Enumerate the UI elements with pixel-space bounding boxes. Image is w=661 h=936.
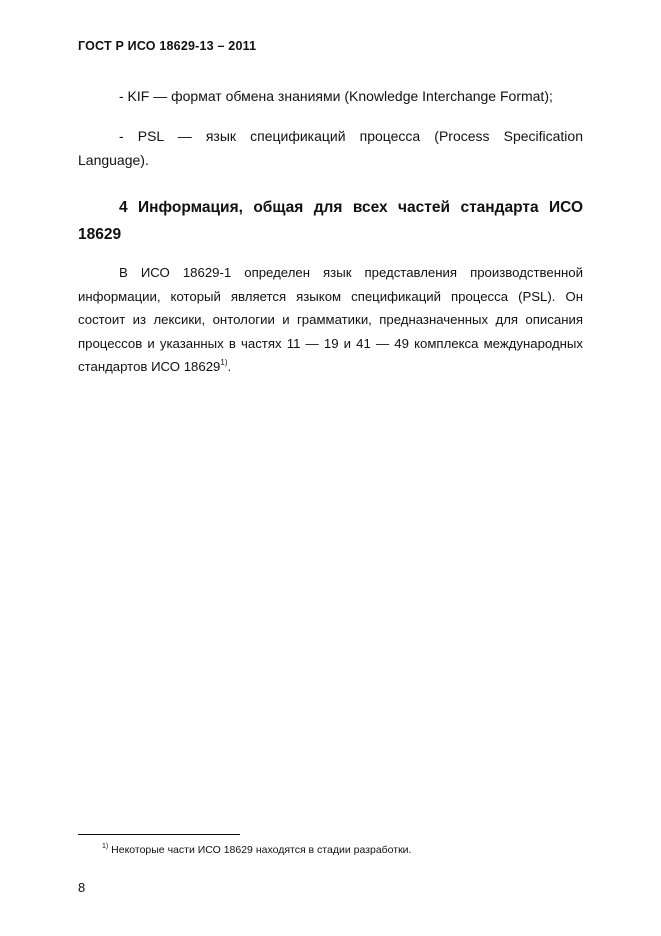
list-item-psl (78, 124, 583, 172)
footnote-reference: 1) (220, 357, 228, 367)
footnote (102, 844, 411, 856)
footnote-text: Некоторые части ИСО 18629 находятся в стадии разработки. (108, 844, 412, 856)
document-header: ГОСТ Р ИСО 18629-13 – 2011 (78, 39, 257, 53)
footnote-marker: 1) (102, 842, 109, 850)
list-item-text: - PSL — язык спецификаций процесса (Process Specification Language). (78, 128, 583, 168)
list-item-text: - KIF — формат обмена знаниями (Knowledge Interchange Format); (119, 88, 553, 104)
section-title-text: 4 Информация, общая для всех частей стандарта ИСО 18629 (78, 199, 583, 243)
footnote-separator (78, 834, 240, 835)
page-number: 8 (78, 880, 86, 895)
section-body-paragraph (78, 261, 583, 379)
list-item-kif (78, 84, 583, 108)
section-body-end: . (227, 359, 232, 374)
section-heading (78, 194, 583, 248)
section-body-text: В ИСО 18629-1 определен язык представления производственной информации, который является языком спецификаций процесса (PSL). Он состоит из лексики, онтологии и грамматики, предназначенных для описания процессов и указанных в частях 11 — 19 и 41 — 49 комплекса международных стандартов ИСО 18629 (78, 265, 583, 374)
